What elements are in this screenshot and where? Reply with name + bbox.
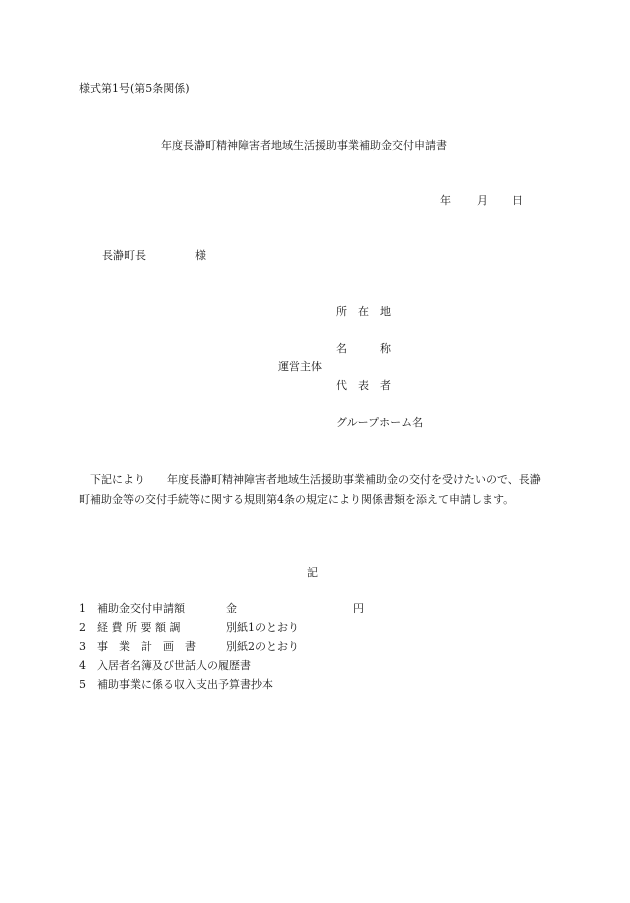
group-home-label: グループホーム名	[336, 416, 424, 429]
item-number: 2	[79, 621, 86, 634]
date-year-label: 年	[440, 194, 451, 207]
list-item	[0, 602, 630, 616]
date-month-label: 月	[477, 194, 488, 207]
address-label: 所 在 地	[336, 305, 391, 318]
item-unit: 円	[353, 602, 364, 615]
list-item	[0, 640, 630, 654]
list-item	[0, 678, 630, 692]
item-number: 3	[79, 640, 86, 653]
item-number: 4	[79, 659, 86, 672]
form-number: 様式第1号(第5条関係)	[79, 82, 190, 95]
ki-heading: 記	[307, 566, 318, 579]
item-value: 別紙1のとおり	[226, 621, 299, 634]
item-label: 入居者名簿及び世話人の履歴書	[97, 659, 251, 672]
item-value: 金	[226, 602, 237, 615]
document-title: 年度長瀞町精神障害者地域生活援助事業補助金交付申請書	[161, 139, 447, 152]
item-label: 補助金交付申請額	[97, 602, 185, 615]
item-label: 補助事業に係る収入支出予算書抄本	[97, 678, 273, 691]
representative-label: 代 表 者	[336, 379, 391, 392]
date-day-label: 日	[512, 194, 523, 207]
item-number: 5	[79, 678, 86, 691]
item-label: 経 費 所 要 額 調	[97, 621, 181, 634]
body-paragraph: 下記により 年度長瀞町精神障害者地域生活援助事業補助金の交付を受けたいので、長瀞町補助金等の交付手続等に関する規則第4条の規定により関係書類を添えて申請します。	[79, 473, 541, 506]
addressee-name: 長瀞町長	[102, 249, 146, 262]
list-item	[0, 659, 630, 673]
item-number: 1	[79, 602, 86, 615]
list-item	[0, 621, 630, 635]
item-label: 事 業 計 画 書	[97, 640, 196, 653]
addressee-honorific: 様	[195, 249, 206, 262]
name-label: 名 称	[336, 342, 391, 355]
operator-label: 運営主体	[278, 360, 322, 373]
item-value: 別紙2のとおり	[226, 640, 299, 653]
